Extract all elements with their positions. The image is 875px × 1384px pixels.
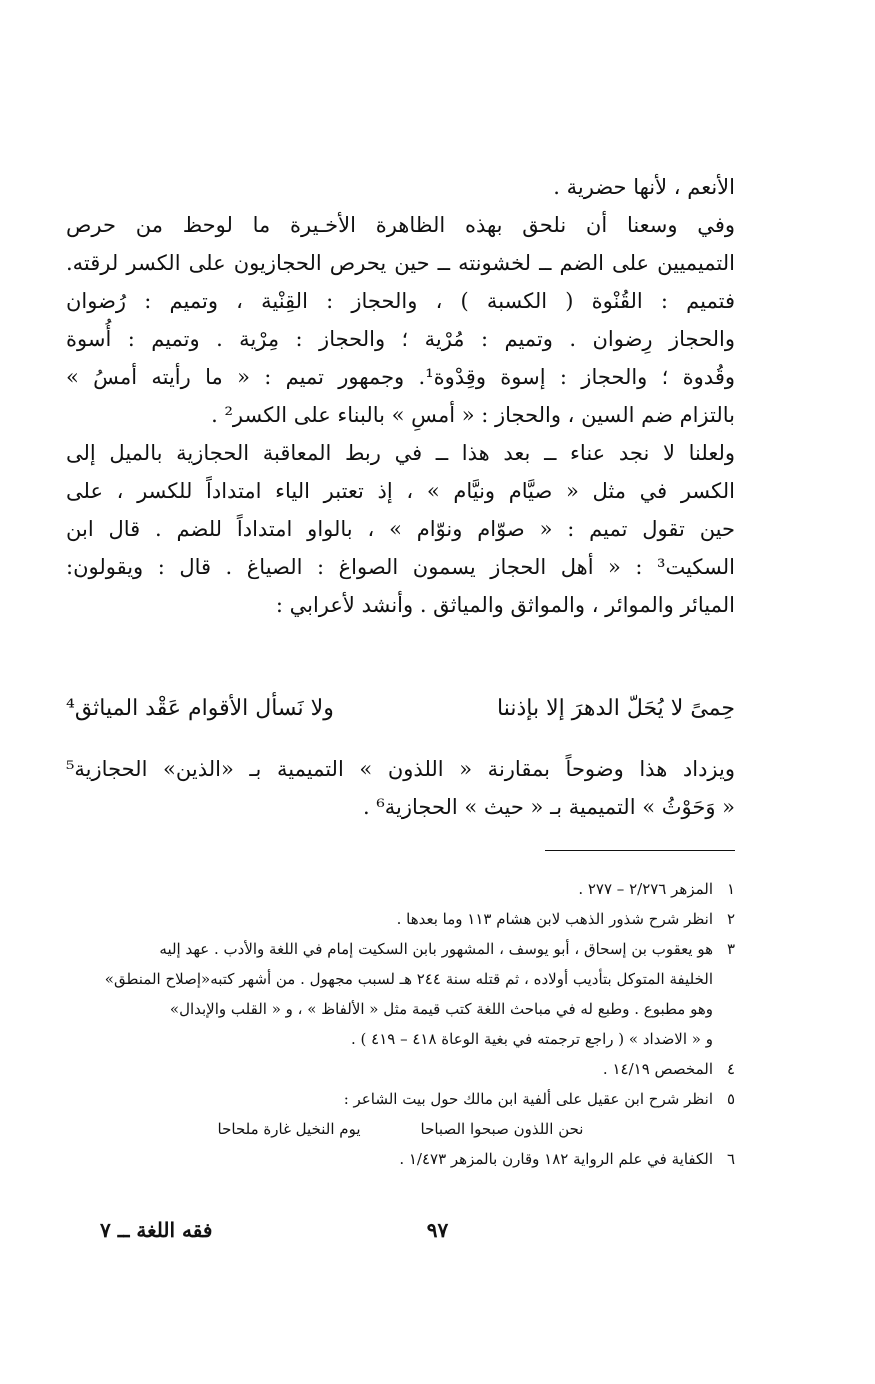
footnote-text: هو يعقوب بن إسحاق ، أبو يوسف ، المشهور بابن السكيت إمام في اللغة والأدب . عهد إليه: [159, 940, 713, 958]
verse-first-hemistich: حِمىً لا يُحَلّ الدهرَ إلا بإذننا: [496, 696, 735, 721]
text-line: ويزداد هذا وضوحاً بمقارنة « اللذون » التميمية بـ «الذين» الحجازية⁵: [66, 757, 735, 781]
footnote-text: انظر شرح ابن عقيل على ألفية ابن مالك حول بيت الشاعر :: [343, 1090, 713, 1108]
text-line: الكسر في مثل « صيَّام ونيَّام » ، إذ تعتبر الياء امتداداً للكسر ، على: [66, 479, 735, 503]
verse-line: [66, 690, 735, 728]
footnote-poem: [66, 1114, 735, 1144]
footnotes: [66, 874, 735, 1174]
closing-paragraph: [66, 750, 735, 826]
footnote-text: وهو مطبوع . وطبع له في مباحث اللغة كتب قيمة مثل « الألفاظ » ، و « القلب والإبدال»: [169, 1000, 713, 1018]
footnote-number: ٥: [726, 1090, 735, 1108]
footnote-1: [66, 874, 735, 904]
text-line: بالتزام ضم السين ، والحجاز : « أمسِ » بالبناء على الكسر² .: [211, 403, 735, 427]
text-line: « وَحَوْثُ » التميمية بـ « حيث » الحجازية⁶ .: [362, 795, 735, 819]
footnote-number: ٤: [726, 1060, 735, 1078]
verse-second-hemistich: ولا نَسأل الأقوام عَقْد المياثق⁴: [66, 696, 334, 721]
text-line: وفي وسعنا أن نلحق بهذه الظاهرة الأخـيرة ما لوحظ من حرص: [66, 213, 735, 237]
footnote-text: الكفاية في علم الرواية ١٨٢ وقارن بالمزهر ١/٤٧٣ .: [399, 1150, 713, 1168]
footnote-4: [66, 1054, 735, 1084]
text-line: والحجاز رِضوان . وتميم : مُرْية ؛ والحجاز : مِرْية . وتميم : أُسوة: [66, 327, 735, 351]
footnote-text: المخصص ١٤/١٩ .: [602, 1060, 713, 1078]
text-line: وقُدوة ؛ والحجاز : إسوة وقِدْوة¹. وجمهور تميم : « ما رأيته أمسُ »: [66, 365, 735, 389]
footnote-3: [66, 934, 735, 1054]
footnote-number: ٣: [726, 940, 735, 958]
footnote-text: و « الاضداد » ( راجع ترجمته في بغية الوعاة ٤١٨ – ٤١٩ ) .: [350, 1030, 713, 1048]
text-line: الأنعم ، لأنها حضرية .: [553, 175, 735, 199]
page-number: ٩٧: [426, 1218, 449, 1242]
text-line: السكيت³ : « أهل الحجاز يسمون الصواغ : الصياغ . قال : ويقولون:: [66, 555, 735, 579]
poem-second-hemistich: يوم النخيل غارة ملحاحا: [217, 1120, 361, 1138]
footnote-text: انظر شرح شذور الذهب لابن هشام ١١٣ وما بعدها .: [396, 910, 713, 928]
text-line: حين تقول تميم : « صوّام ونوّام » ، بالواو امتداداً للضم . قال ابن: [66, 517, 735, 541]
text-line: ولعلنا لا نجد عناء ــ بعد هذا ــ في ربط المعاقبة الحجازية بالميل إلى: [66, 441, 735, 465]
footnote-6: [66, 1144, 735, 1174]
footnote-text: الخليفة المتوكل بتأديب أولاده ، ثم قتله سنة ٢٤٤ هـ لسبب مجهول . من أشهر كتبه«إصلاح المنطق»: [104, 970, 713, 988]
main-text: [66, 168, 735, 624]
poem-first-hemistich: نحن اللذون صبحوا الصباحا: [420, 1120, 584, 1138]
footnote-text: المزهر ٢/٢٧٦ – ٢٧٧ .: [578, 880, 713, 898]
text-line: التميميين على الضم ــ لخشونته ــ حين يحرص الحجازيون على الكسر لرقته.: [66, 251, 735, 275]
signature-mark: فقه اللغة ــ ٧: [100, 1218, 213, 1242]
text-line: الميائر والموائر ، والمواثق والمياثق . وأنشد لأعرابي :: [275, 593, 735, 617]
footnote-number: ١: [726, 880, 735, 898]
footnote-divider: [545, 850, 735, 851]
footnote-5: [66, 1084, 735, 1114]
footnote-number: ٦: [726, 1150, 735, 1168]
footnote-number: ٢: [726, 910, 735, 928]
footnote-2: [66, 904, 735, 934]
page-footer: [66, 1218, 809, 1258]
text-line: فتميم : القُنْوة ( الكسبة ) ، والحجاز : القِنْية ، وتميم : رُضوان: [66, 289, 735, 313]
